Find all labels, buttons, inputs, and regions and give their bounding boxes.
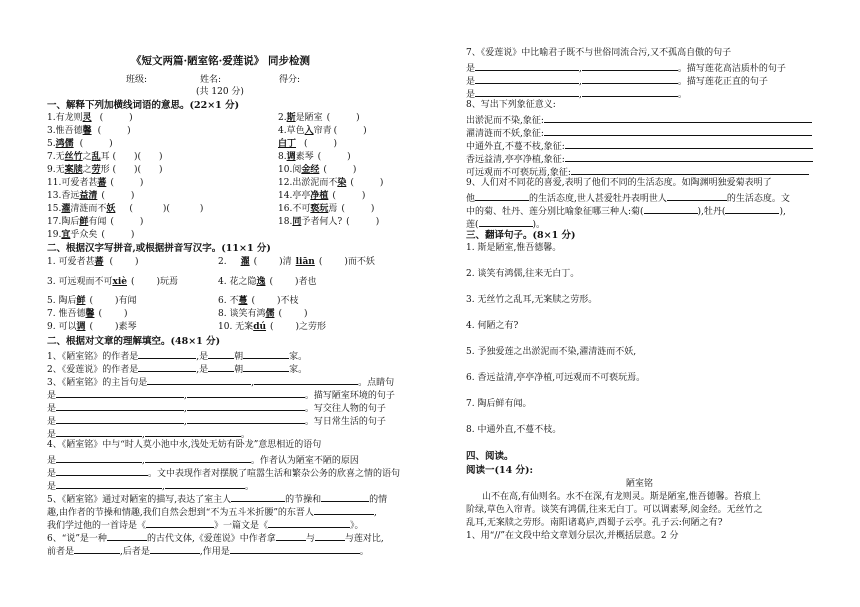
- s3-line: 是 。文中表现作者对摆脱了喧嚣生活和繁杂公务的欣喜之情的语句: [47, 469, 401, 479]
- s2-row: 1. 可爱者甚蕃 ( ): [47, 257, 139, 267]
- symbol-line: 中通外直,不蔓不枝,象征:: [466, 140, 813, 152]
- s3-line: 我们学过他的一首诗是《 》一篇文是《 》。: [47, 521, 364, 531]
- symbol-line: 可远观而不可亵玩焉,象征:: [466, 166, 809, 178]
- score-label: 得分:: [279, 75, 301, 85]
- s1-row: 14.亭亭净植 ( ): [278, 191, 366, 201]
- translate-item: 1. 斯是陋室,惟吾德馨。: [466, 243, 562, 253]
- translate-item: 7. 陶后鲜有闻。: [466, 399, 532, 409]
- translate-item: 4. 何陋之有?: [466, 321, 519, 331]
- s3-line: 1、《陋室铭》的作者是 ,是 朝 家。: [47, 352, 308, 362]
- q7-line: 是 , 。描写莲花高洁质朴的句子: [466, 64, 786, 74]
- reading-one-heading: 阅读一(14 分):: [466, 465, 534, 476]
- s3-line: 是 , 。: [47, 430, 250, 440]
- s3-line: 5、《陋室铭》通过对陋室的描写,表达了室主人 的节操和 的情: [47, 495, 388, 505]
- page-title: 《短文两篇·陋室铭·爱莲说》 同步检测: [131, 55, 310, 67]
- s3-line: 是 , 。写交往人物的句子: [47, 404, 386, 414]
- s2-row: 2. 濯 ( )清 liān ( )而不妖: [218, 257, 375, 267]
- q9-line: 中的菊、牡丹、莲分别比喻象征哪三种人:菊( ),牡丹( ),: [466, 207, 786, 217]
- section-translate-heading: 三、翻译句子。(8×1 分): [466, 230, 576, 241]
- s1-row: 8.调素琴 ( ): [278, 152, 351, 162]
- s1-row: 白丁 ( ): [278, 139, 338, 149]
- passage-title: 陋室铭: [626, 479, 654, 489]
- q7-line: 是 , 。描写莲花正直的句子: [466, 77, 768, 87]
- s1-row: 9.无案牍之劳形 ( )( ): [47, 165, 163, 175]
- s2-row: 10. 无案dú ( )之劳形: [218, 322, 327, 332]
- s1-row: 7.无丝竹之乱耳 ( )( ): [47, 152, 163, 162]
- s1-row: 12.出淤泥而不染 ( ): [278, 178, 384, 188]
- q7-line: 7、《爱莲说》中比喻君子既不与世俗同流合污,又不孤高自傲的句子: [466, 48, 732, 58]
- s3-line: 是 , 。描写陋室环境的句子: [47, 391, 395, 401]
- s1-row: 13.香远益清 ( ): [47, 191, 135, 201]
- s1-row: 16.不可亵玩焉 ( ): [278, 204, 375, 214]
- s1-row: 2.斯是陋室 ( ): [278, 113, 360, 123]
- symbol-line: 出淤泥而不染,象征:: [466, 114, 812, 126]
- s2-row: 7. 惟吾德馨 ( ): [47, 309, 128, 319]
- translate-item: 3. 无丝竹之乱耳,无案牍之劳形。: [466, 295, 598, 305]
- q9-line: 9、人们对不同花的喜爱,表明了他们不同的生活态度。如陶渊明独爱菊表明了: [466, 178, 772, 188]
- s3-line: 2、《爱莲说》的作者是 ,是 朝 家。: [47, 365, 308, 375]
- name-label: 姓名:: [200, 75, 222, 85]
- s2-row: 6. 不蔓 ( )不枝: [218, 296, 299, 306]
- symbol-line: 濯清涟而不妖,象征:: [466, 127, 812, 139]
- s3-line: 是 , 。作者认为陋室不陋的原因: [47, 456, 359, 466]
- section-reading-heading: 四、阅读。: [466, 451, 514, 462]
- s2-row: 9. 可以调 ( )素琴: [47, 322, 137, 332]
- section2-heading: 二、根据汉字写拼音,或根据拼音写汉字。(11×1 分): [47, 243, 271, 254]
- s2-row: 3. 可远观而不可xiè ( )玩焉: [47, 277, 178, 287]
- q8-heading: 8、写出下列象征意义:: [466, 100, 556, 110]
- s2-row: 5. 陶后鲜 ( )有闻: [47, 296, 137, 306]
- reading-question: 1、用“//”在文段中给文章划分层次,并概括层意。2 分: [466, 531, 679, 541]
- s3-line: 是 , 。: [47, 482, 254, 492]
- s2-row: 4. 花之隐逸 ( )者也: [218, 277, 317, 287]
- symbol-line: 香远益清,亭亭净植,象征:: [466, 153, 813, 165]
- passage-line: 阶绿,草色入帘青。谈笑有鸿儒,往来无白丁。可以调素琴,阅金经。无丝竹之: [466, 505, 763, 515]
- s1-row: 17.陶后鲜有闻 ( ): [47, 217, 144, 227]
- s3-line: 3、《陋室铭》的主旨句是 , 。点睛句: [47, 378, 395, 388]
- passage-line: 山不在高,有仙则名。水不在深,有龙则灵。斯是陋室,惟吾德馨。苔痕上: [482, 492, 761, 502]
- translate-item: 5. 予独爱莲之出淤泥而不染,濯清涟而不妖,: [466, 347, 637, 357]
- translate-item: 8. 中通外直,不蔓不枝。: [466, 425, 562, 435]
- total-score: (共 120 分): [196, 87, 244, 97]
- s3-line: 6、“说”是一种 的古代文体,《爱莲说》中作者拿 与 与莲对比,: [47, 534, 384, 544]
- s1-row: 11.可爱者甚蕃 ( ): [47, 178, 144, 188]
- s1-row: 15.濯清涟而不妖 ( )( ): [47, 204, 204, 214]
- section1-heading: 一、解释下列加横线词语的意思。(22×1 分): [47, 100, 240, 111]
- s1-row: 3.惟吾德馨 ( ): [47, 126, 131, 136]
- s2-row: 8. 谈笑有鸿儒 ( ): [218, 309, 308, 319]
- right-column: [430, 0, 860, 607]
- s3-line: 4、《陋室铭》中与“时人莫小池中水,浅处无妨有卧龙”意思相近的语句: [47, 440, 322, 450]
- passage-line: 乱耳,无案牍之劳形。南阳诸葛庐,西蜀子云亭。孔子云:何陋之有?: [466, 518, 723, 528]
- s3-line: 趣,由作者的节操和情趣,我们自然会想到“不为五斗米折腰”的东晋人 ,: [47, 508, 377, 518]
- q9-line: 莲( )。: [466, 220, 546, 230]
- s1-row: 18.同予者何人? ( ): [278, 217, 380, 227]
- translate-item: 6. 香远益清,亭亭净植,可远观而不可亵玩焉。: [466, 373, 646, 383]
- s3-line: 前者是 ,后者是 ,作用是 。: [47, 547, 369, 557]
- s1-row: 19.宜乎众矣 ( ): [47, 230, 135, 240]
- q9-line: 他 的生活态度,世人甚爱牡丹表明世人 的生活态度。文: [466, 194, 790, 204]
- section3-heading: 二、根据对文章的理解填空。(48×1 分): [47, 336, 221, 347]
- s3-line: 是 , 。写日常生活的句子: [47, 417, 386, 427]
- class-label: 班级:: [126, 75, 148, 85]
- s1-row: 5.鸿儒 ( ): [47, 139, 113, 149]
- s1-row: 1.有龙则灵 ( ): [47, 113, 133, 123]
- s1-row: 4.草色入帘青 ( ): [278, 126, 367, 136]
- translate-item: 2. 谈笑有鸿儒,往来无白丁。: [466, 269, 580, 279]
- s1-row: 10.阅金经 ( ): [278, 165, 357, 175]
- q7-line: 是 , 。: [466, 90, 687, 100]
